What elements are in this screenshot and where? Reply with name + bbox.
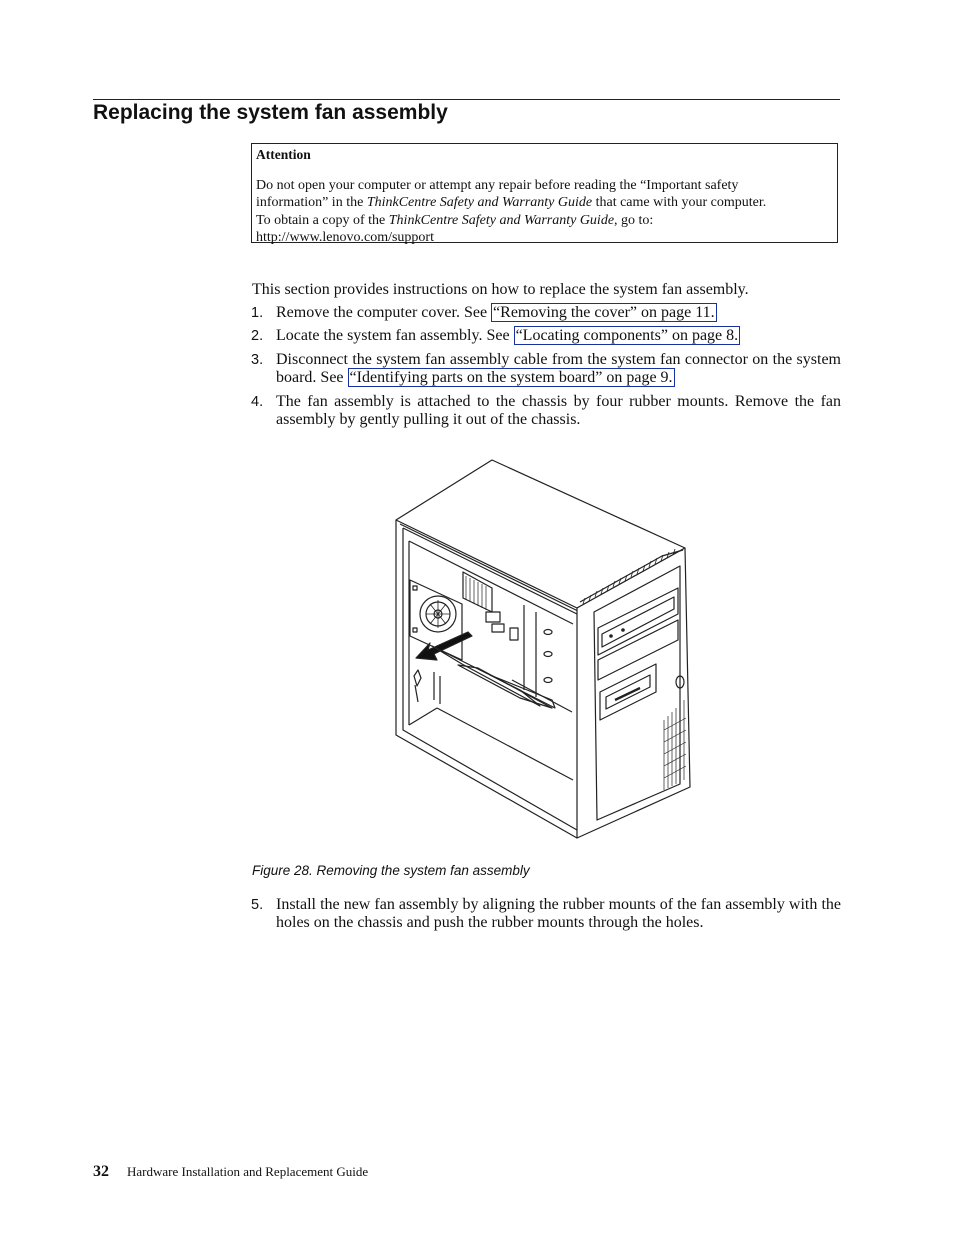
step-text: Remove the computer cover. See xyxy=(276,304,492,321)
step-number: 3. xyxy=(251,352,264,368)
step-number: 1. xyxy=(251,305,264,321)
guide-title: ThinkCentre Safety and Warranty Guide xyxy=(388,212,615,228)
step-text: Disconnect the system fan assembly cable from the system fan connector on the system board. See xyxy=(276,351,841,386)
figure-caption: Figure 28. Removing the system fan assembly xyxy=(252,863,530,878)
step-text: The fan assembly is attached to the chassis by four rubber mounts. Remove the fan assembly by gently pulling it out of the chassis. xyxy=(276,393,841,428)
step-4 xyxy=(251,393,841,429)
link-removing-cover[interactable]: “Removing the cover” on page 11. xyxy=(493,304,715,321)
page-title: Replacing the system fan assembly xyxy=(93,101,448,124)
attention-text: that came with your computer. xyxy=(592,195,767,210)
intro-paragraph: This section provides instructions on how to replace the system fan assembly. xyxy=(252,281,749,298)
step-number: 5. xyxy=(251,897,264,913)
step-number: 2. xyxy=(251,328,264,344)
attention-line-1: Do not open your computer or attempt any repair before reading the “Important safety xyxy=(256,177,739,193)
attention-text: To obtain a copy of the xyxy=(256,212,389,228)
heading-rule xyxy=(93,99,840,100)
step-2 xyxy=(251,327,841,345)
link-identifying-parts[interactable]: “Identifying parts on the system board” on page 9. xyxy=(349,369,673,386)
attention-box xyxy=(251,143,838,243)
support-url: http://www.lenovo.com/support xyxy=(256,230,434,245)
step-1 xyxy=(251,304,841,322)
attention-line-3 xyxy=(256,212,831,230)
link-locating-components[interactable]: “Locating components” on page 8. xyxy=(515,327,739,344)
page-footer xyxy=(93,1163,368,1181)
page-number: 32 xyxy=(93,1163,109,1180)
attention-title: Attention xyxy=(256,147,311,162)
step-number: 4. xyxy=(251,394,264,410)
attention-line-2 xyxy=(256,194,831,212)
attention-text: , go to: xyxy=(614,212,654,228)
computer-chassis-illustration xyxy=(390,455,700,850)
attention-text: information” in the xyxy=(256,195,367,210)
step-5 xyxy=(251,896,841,932)
step-3 xyxy=(251,351,841,387)
guide-title: ThinkCentre Safety and Warranty Guide xyxy=(366,195,593,210)
step-text: Locate the system fan assembly. See xyxy=(276,327,514,344)
step-text: Install the new fan assembly by aligning the rubber mounts of the fan assembly with the holes on the chassis and push the rubber mounts through the holes. xyxy=(276,896,841,931)
book-title: Hardware Installation and Replacement Guide xyxy=(127,1164,369,1179)
